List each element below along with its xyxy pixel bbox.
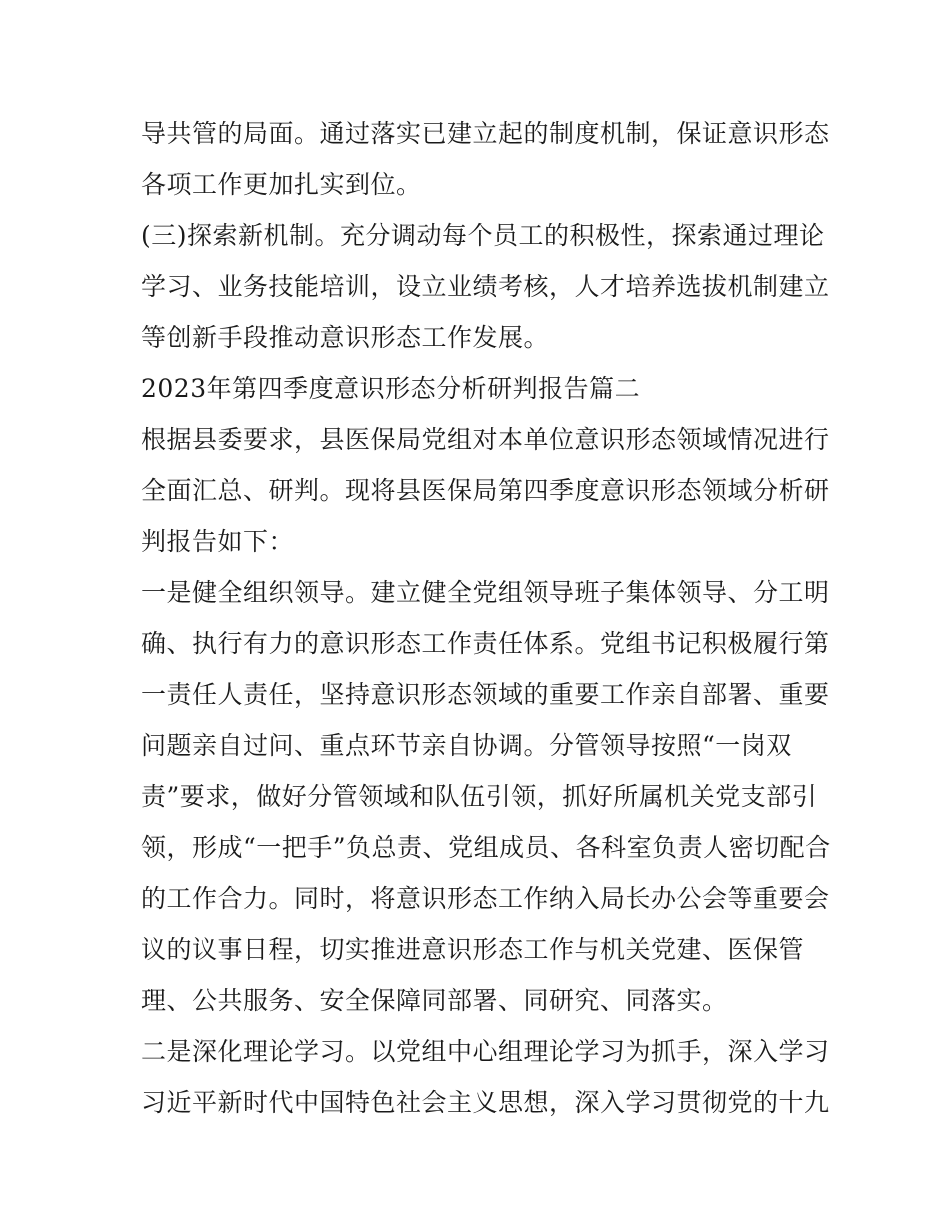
text-line: 判报告如下： (141, 527, 295, 556)
text-line: 各项工作更加扎实到位。 (141, 170, 422, 199)
text-line: 习近平新时代中国特色社会主义思想，深入学习贯彻党的十九 (141, 1088, 830, 1117)
text-line: 一责任人责任，坚持意识形态领域的重要工作亲自部署、重要 (141, 680, 830, 709)
document-body (141, 108, 831, 1128)
text-line: 等创新手段推动意识形态工作发展。 (141, 323, 550, 352)
text-line: 一是健全组织领导。建立健全党组领导班子集体领导、分工明 (141, 578, 830, 607)
text-line: 导共管的局面。通过落实已建立起的制度机制，保证意识形态 (141, 119, 830, 148)
text-line: 二是深化理论学习。以党组中心组理论学习为抓手，深入学习 (141, 1037, 830, 1066)
text-line: 的工作合力。同时，将意识形态工作纳入局长办公会等重要会 (141, 884, 830, 913)
text-line: 理、公共服务、安全保障同部署、同研究、同落实。 (141, 986, 728, 1015)
text-line: 根据县委要求，县医保局党组对本单位意识形态领域情况进行 (141, 425, 830, 454)
text-line: 确、执行有力的意识形态工作责任体系。党组书记积极履行第 (141, 629, 830, 658)
text-line: 学习、业务技能培训，设立业绩考核，人才培养选拔机制建立 (141, 272, 830, 301)
text-line: 议的议事日程，切实推进意识形态工作与机关党建、医保管 (141, 935, 805, 964)
text-line: (三)探索新机制。充分调动每个员工的积极性，探索通过理论 (141, 221, 825, 250)
section-heading: 2023年第四季度意识形态分析研判报告篇二 (141, 374, 641, 403)
text-line: 问题亲自过问、重点环节亲自协调。分管领导按照“一岗双 (141, 731, 792, 760)
text-line: 全面汇总、研判。现将县医保局第四季度意识形态领域分析研 (141, 476, 830, 505)
text-line: 责”要求，做好分管领域和队伍引领，抓好所属机关党支部引 (141, 782, 818, 811)
text-line: 领，形成“一把手”负总责、党组成员、各科室负责人密切配合 (141, 833, 831, 862)
